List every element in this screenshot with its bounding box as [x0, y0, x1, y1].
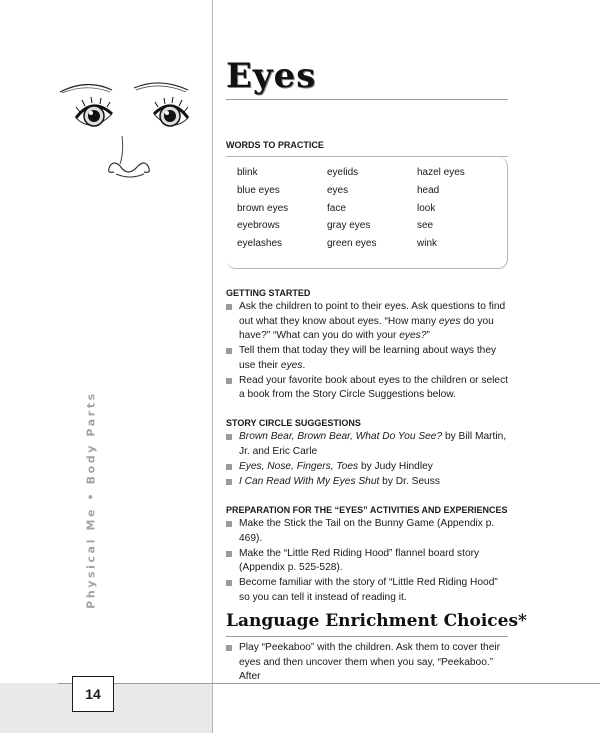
- word-item: eyes: [327, 184, 349, 196]
- word-item: gray eyes: [327, 220, 371, 232]
- word-item: look: [417, 202, 436, 214]
- word-item: blink: [237, 167, 258, 178]
- word-item: face: [327, 202, 346, 214]
- getting-started-item: [226, 300, 511, 344]
- book-author: by Bill Martin, Jr. and Eric Carle: [239, 431, 507, 457]
- enrichment-rule: [226, 636, 508, 637]
- left-margin-column: Physical Me • Body Parts: [0, 0, 213, 733]
- word-item: blue eyes: [237, 184, 280, 196]
- word-item: green eyes: [327, 238, 377, 250]
- word-item: hazel eyes: [417, 167, 465, 178]
- title-rule: [226, 99, 508, 100]
- enrichment-item: Play “Peekaboo” with the children. Ask them to cover their eyes and then uncover them when you say, “Peekaboo.” After: [226, 641, 511, 685]
- item-text: do you have?” “What can you do with your: [239, 315, 494, 341]
- page-number: 14: [72, 676, 114, 712]
- story-list: [226, 430, 511, 490]
- book-title: Brown Bear, Brown Bear, What Do You See?: [239, 431, 443, 442]
- word-item: brown eyes: [237, 202, 289, 214]
- word-item: head: [417, 184, 440, 196]
- item-text: eyes?: [399, 330, 427, 341]
- words-grid: [237, 167, 507, 256]
- prep-item: Make the Stick the Tail on the Bunny Game (Appendix p. 469).: [226, 517, 511, 546]
- book-title: I Can Read With My Eyes Shut: [239, 475, 380, 487]
- getting-started-item: [226, 344, 511, 373]
- book-author: by Judy Hindley: [358, 460, 433, 472]
- word-item: eyelids: [327, 167, 359, 178]
- prep-heading: PREPARATION FOR THE “EYES” ACTIVITIES AND EXPERIENCES: [226, 505, 508, 515]
- book-author: by Dr. Seuss: [379, 475, 440, 487]
- words-heading: WORDS TO PRACTICE: [226, 140, 324, 150]
- item-text: eyes: [280, 359, 303, 371]
- story-heading: STORY CIRCLE SUGGESTIONS: [226, 418, 361, 428]
- story-item: [226, 430, 511, 459]
- word-item: eyelashes: [237, 238, 283, 250]
- item-text: Read your favorite book about eyes to the children or select a book from the Story Circle Suggestions below.: [239, 374, 508, 400]
- item-text: ”: [426, 330, 430, 341]
- item-text: Tell them that today they will be learning about ways they use their: [239, 345, 497, 371]
- item-text: Ask the children to point to their eyes. Ask questions to find out what they know about eyes. “How many: [239, 301, 506, 327]
- eyes-nose-illustration: [52, 78, 192, 190]
- prep-item: Become familiar with the story of “Little Red Riding Hood” so you can tell it instead of reading it.: [226, 576, 511, 605]
- getting-started-item: [226, 374, 511, 403]
- word-item: wink: [417, 238, 438, 250]
- word-item: eyebrows: [237, 220, 280, 232]
- word-item: see: [417, 220, 434, 232]
- getting-started-heading: GETTING STARTED: [226, 288, 311, 298]
- item-text: eyes: [438, 315, 461, 327]
- page-title: Eyes: [226, 56, 317, 96]
- item-text: .: [302, 359, 306, 371]
- story-item: [226, 475, 511, 490]
- prep-list: [226, 517, 511, 606]
- prep-item: Make the “Little Red Riding Hood” flannel board story (Appendix p. 525-528).: [226, 547, 511, 576]
- book-title: Eyes, Nose, Fingers, Toes: [239, 460, 359, 472]
- getting-started-list: [226, 300, 511, 403]
- story-item: [226, 460, 511, 475]
- enrichment-heading: Language Enrichment Choices*: [226, 611, 527, 631]
- enrichment-list: [226, 641, 511, 685]
